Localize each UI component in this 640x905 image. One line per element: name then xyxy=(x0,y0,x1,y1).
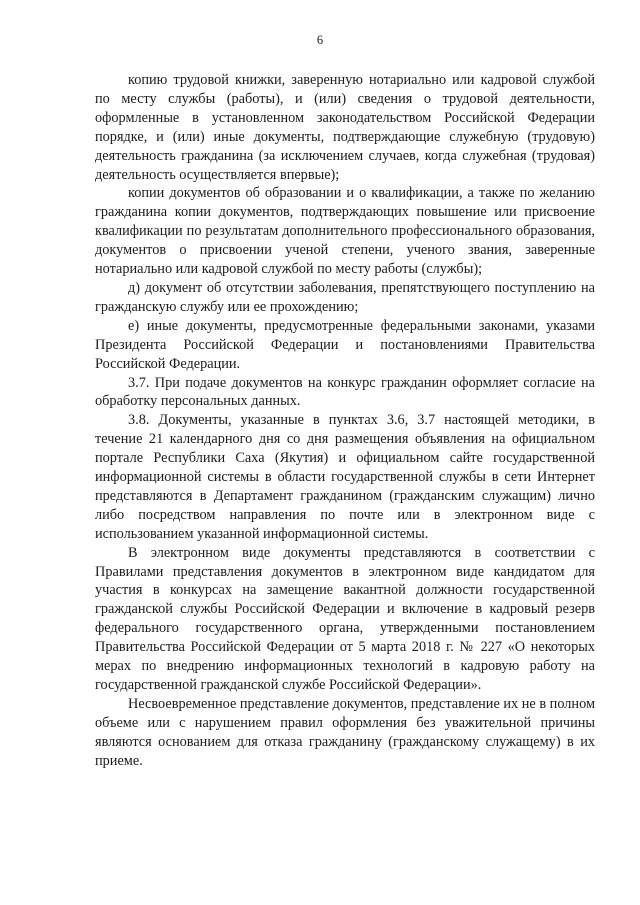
page-number: 6 xyxy=(316,33,324,47)
paragraph-other-documents: е) иные документы, предусмотренные федеральными законами, указами Президента Российской Федерации и постановлениями Правительства Российской Федерации. xyxy=(95,317,595,372)
paragraph-clause-3-7: 3.7. При подаче документов на конкурс гражданин оформляет согласие на обработку персональных данных. xyxy=(95,374,595,410)
paragraph-late-submission: Несвоевременное представление документов, представление их не в полном объеме или с нарушением правил оформления без уважительной причины являются основанием для отказа гражданину (гражданскому служащему) в их приеме. xyxy=(95,695,595,769)
document-body xyxy=(95,71,595,771)
paragraph-electronic-submission: В электронном виде документы представляются в соответствии с Правилами представления документов в электронном виде кандидатом для участия в конкурсах на замещение вакантной должности государственной гражданской службы Российской Федерации и включение в кадровый резерв федерального государственного органа, утвержденными постановлением Правительства Российской Федерации от 5 марта 2018 г. № 227 «О некоторых мерах по внедрению информационных технологий в кадровую работу на государственной гражданской службе Российской Федерации». xyxy=(95,544,595,693)
paragraph-clause-3-8: 3.8. Документы, указанные в пунктах 3.6, 3.7 настоящей методики, в течение 21 календарного дня со дня размещения объявления на официальном портале Республики Саха (Якутия) и официальном сайте государственной информационной системы в области государственной службы в сети Интернет представляются в Департамент гражданином (гражданским служащим) лично либо посредством направления по почте или в электронном виде с использованием указанной информационной системы. xyxy=(95,412,595,542)
paragraph-work-record-copy: копию трудовой книжки, заверенную нотариально или кадровой службой по месту службы (работы), и (или) сведения о трудовой деятельности, оформленные в установленном законодательством Российской Федерации порядке, и (или) иные документы, подтверждающие служебную (трудовую) деятельность гражданина (за исключением случаев, когда служебная (трудовая) деятельность осуществляется впервые); xyxy=(95,72,595,183)
paragraph-health-document: д) документ об отсутствии заболевания, препятствующего поступлению на гражданскую службу или ее прохождению; xyxy=(95,279,595,315)
paragraph-education-documents: копии документов об образовании и о квалификации, а также по желанию гражданина копии документов, подтверждающих повышение или присвоение квалификации по результатам дополнительного профессионального образования, документов о присвоении ученой степени, ученого звания, заверенные нотариально или кадровой службой по месту работы (службы); xyxy=(95,185,595,278)
